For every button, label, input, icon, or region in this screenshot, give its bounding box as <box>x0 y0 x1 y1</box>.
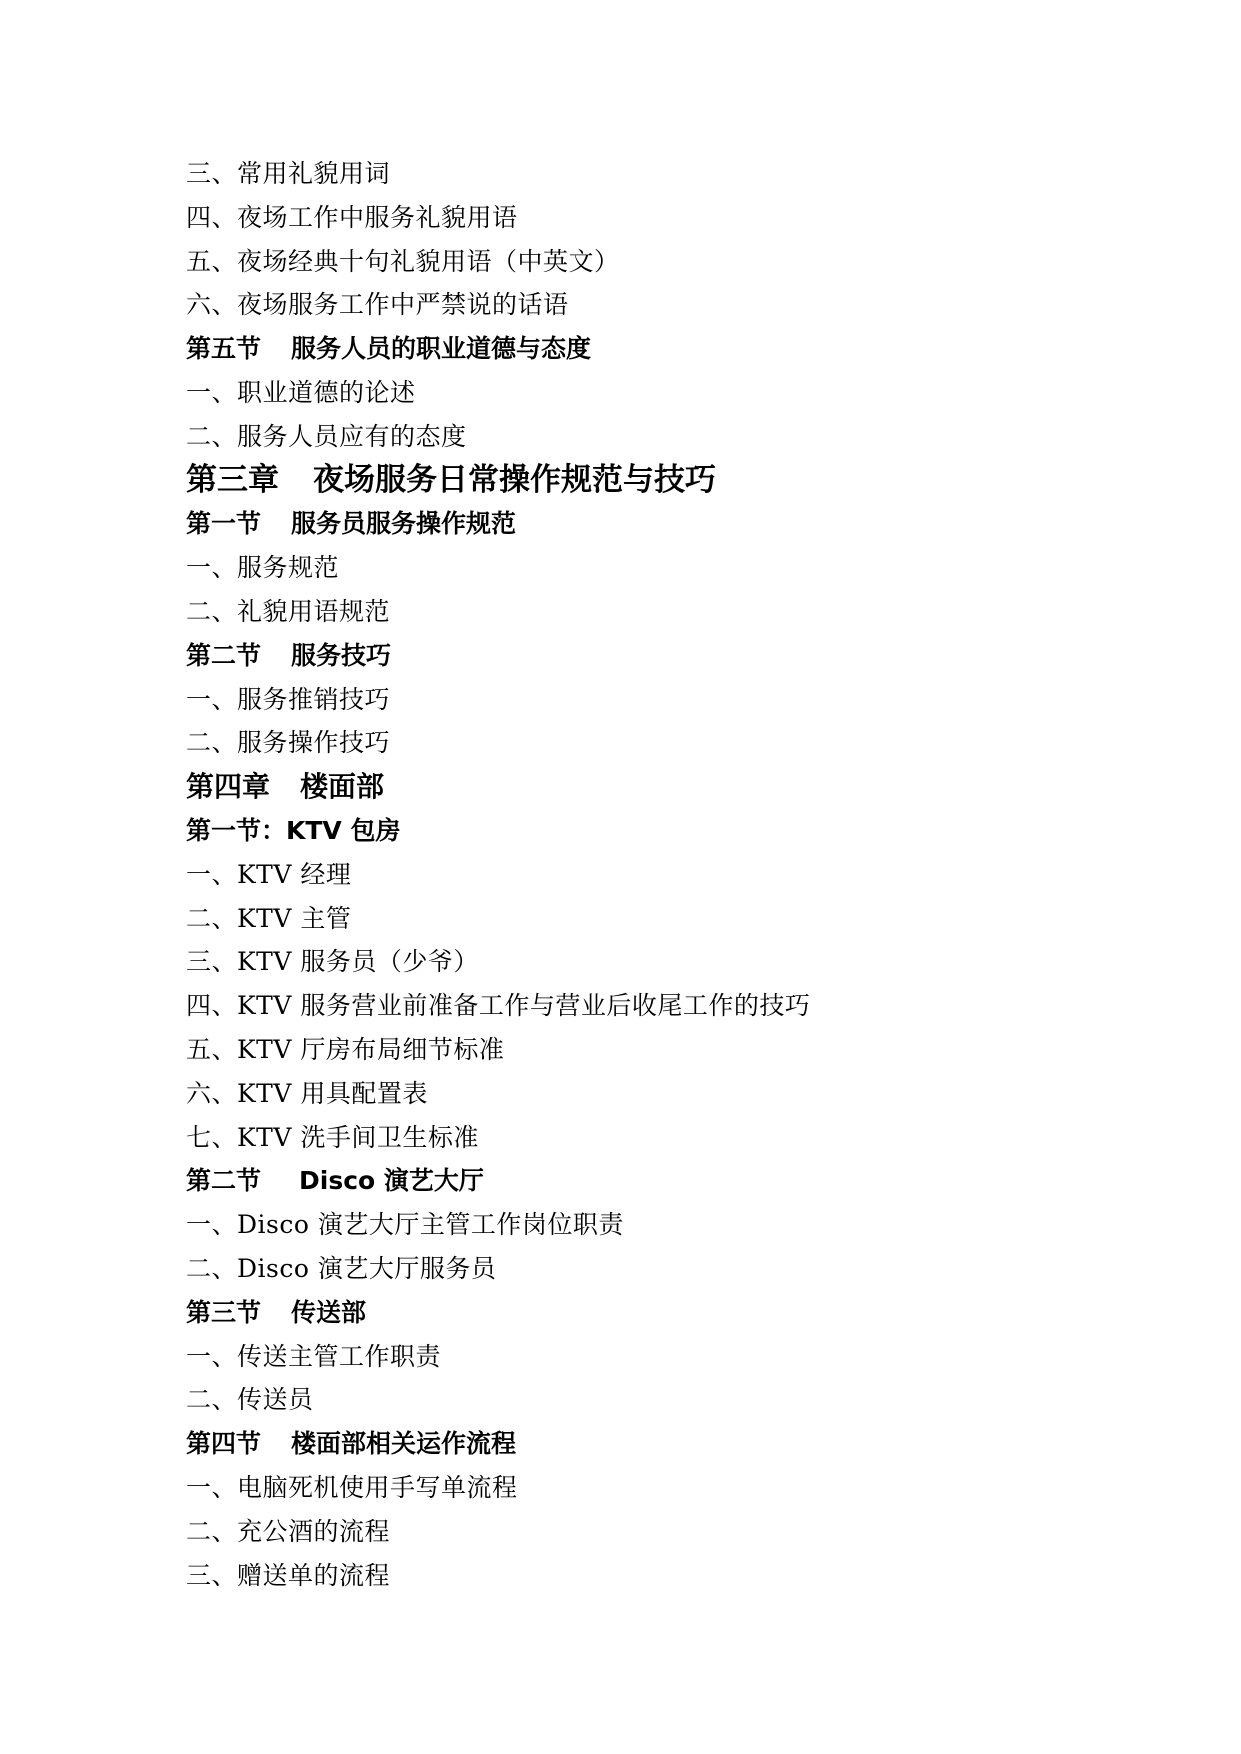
chapter-label: 第四章 <box>186 770 271 804</box>
toc-item: 七、KTV 洗手间卫生标准 <box>186 1122 479 1152</box>
toc-item: 二、传送员 <box>186 1385 314 1415</box>
toc-section-heading <box>186 634 1146 678</box>
toc-item: 三、KTV 服务员（少爷） <box>186 947 479 977</box>
toc-item: 五、夜场经典十句礼貌用语（中英文） <box>186 246 620 276</box>
toc-chapter-heading <box>186 765 1146 809</box>
toc-section-heading <box>186 1159 1146 1203</box>
section-label: 第二节 <box>186 640 262 670</box>
toc-section-heading: 第一节：KTV 包房 <box>186 815 401 845</box>
section-label: 第一节 <box>186 509 262 539</box>
toc-section-heading <box>186 502 1146 546</box>
toc-section-heading <box>186 1422 1146 1466</box>
section-title: 服务员服务操作规范 <box>291 509 517 539</box>
section-label: 第二节 <box>186 1166 262 1196</box>
toc-item: 一、KTV 经理 <box>186 859 352 889</box>
toc-item: 一、职业道德的论述 <box>186 377 416 407</box>
toc-item: 五、KTV 厅房布局细节标准 <box>186 1034 505 1064</box>
section-label: 第四节 <box>186 1429 262 1459</box>
toc-item: 二、KTV 主管 <box>186 903 352 933</box>
toc-item: 三、常用礼貌用词 <box>186 159 391 188</box>
toc-item: 一、Disco 演艺大厅主管工作岗位职责 <box>186 1210 624 1240</box>
section-label: 第三节 <box>186 1297 262 1327</box>
toc-item: 四、KTV 服务营业前准备工作与营业后收尾工作的技巧 <box>186 991 811 1021</box>
section-title: 传送部 <box>291 1297 367 1327</box>
toc-item: 二、服务操作技巧 <box>186 728 391 758</box>
toc-item: 六、KTV 用具配置表 <box>186 1078 428 1108</box>
toc-item: 三、赠送单的流程 <box>186 1560 391 1590</box>
toc-item: 二、充公酒的流程 <box>186 1516 391 1546</box>
toc-item: 六、夜场服务工作中严禁说的话语 <box>186 290 569 320</box>
toc-item: 一、服务推销技巧 <box>186 684 391 714</box>
table-of-contents <box>186 152 1146 1597</box>
chapter-title: 楼面部 <box>300 770 385 804</box>
section-title: 服务人员的职业道德与态度 <box>291 334 592 364</box>
toc-item: 二、礼貌用语规范 <box>186 596 391 626</box>
section-title: Disco 演艺大厅 <box>299 1166 484 1196</box>
toc-section-heading <box>186 1291 1146 1335</box>
chapter-title: 夜场服务日常操作规范与技巧 <box>313 461 716 498</box>
toc-item: 二、服务人员应有的态度 <box>186 421 467 451</box>
section-title: 楼面部相关运作流程 <box>291 1429 517 1459</box>
toc-item: 一、服务规范 <box>186 553 340 583</box>
toc-item: 一、传送主管工作职责 <box>186 1341 442 1371</box>
toc-item: 四、夜场工作中服务礼貌用语 <box>186 202 518 232</box>
toc-item: 二、Disco 演艺大厅服务员 <box>186 1253 497 1283</box>
toc-section-heading <box>186 327 1146 371</box>
toc-chapter-heading <box>186 459 1146 503</box>
toc-item: 一、电脑死机使用手写单流程 <box>186 1472 518 1502</box>
chapter-label: 第三章 <box>186 461 279 498</box>
section-label: 第五节 <box>186 334 262 364</box>
section-title: 服务技巧 <box>291 640 392 670</box>
